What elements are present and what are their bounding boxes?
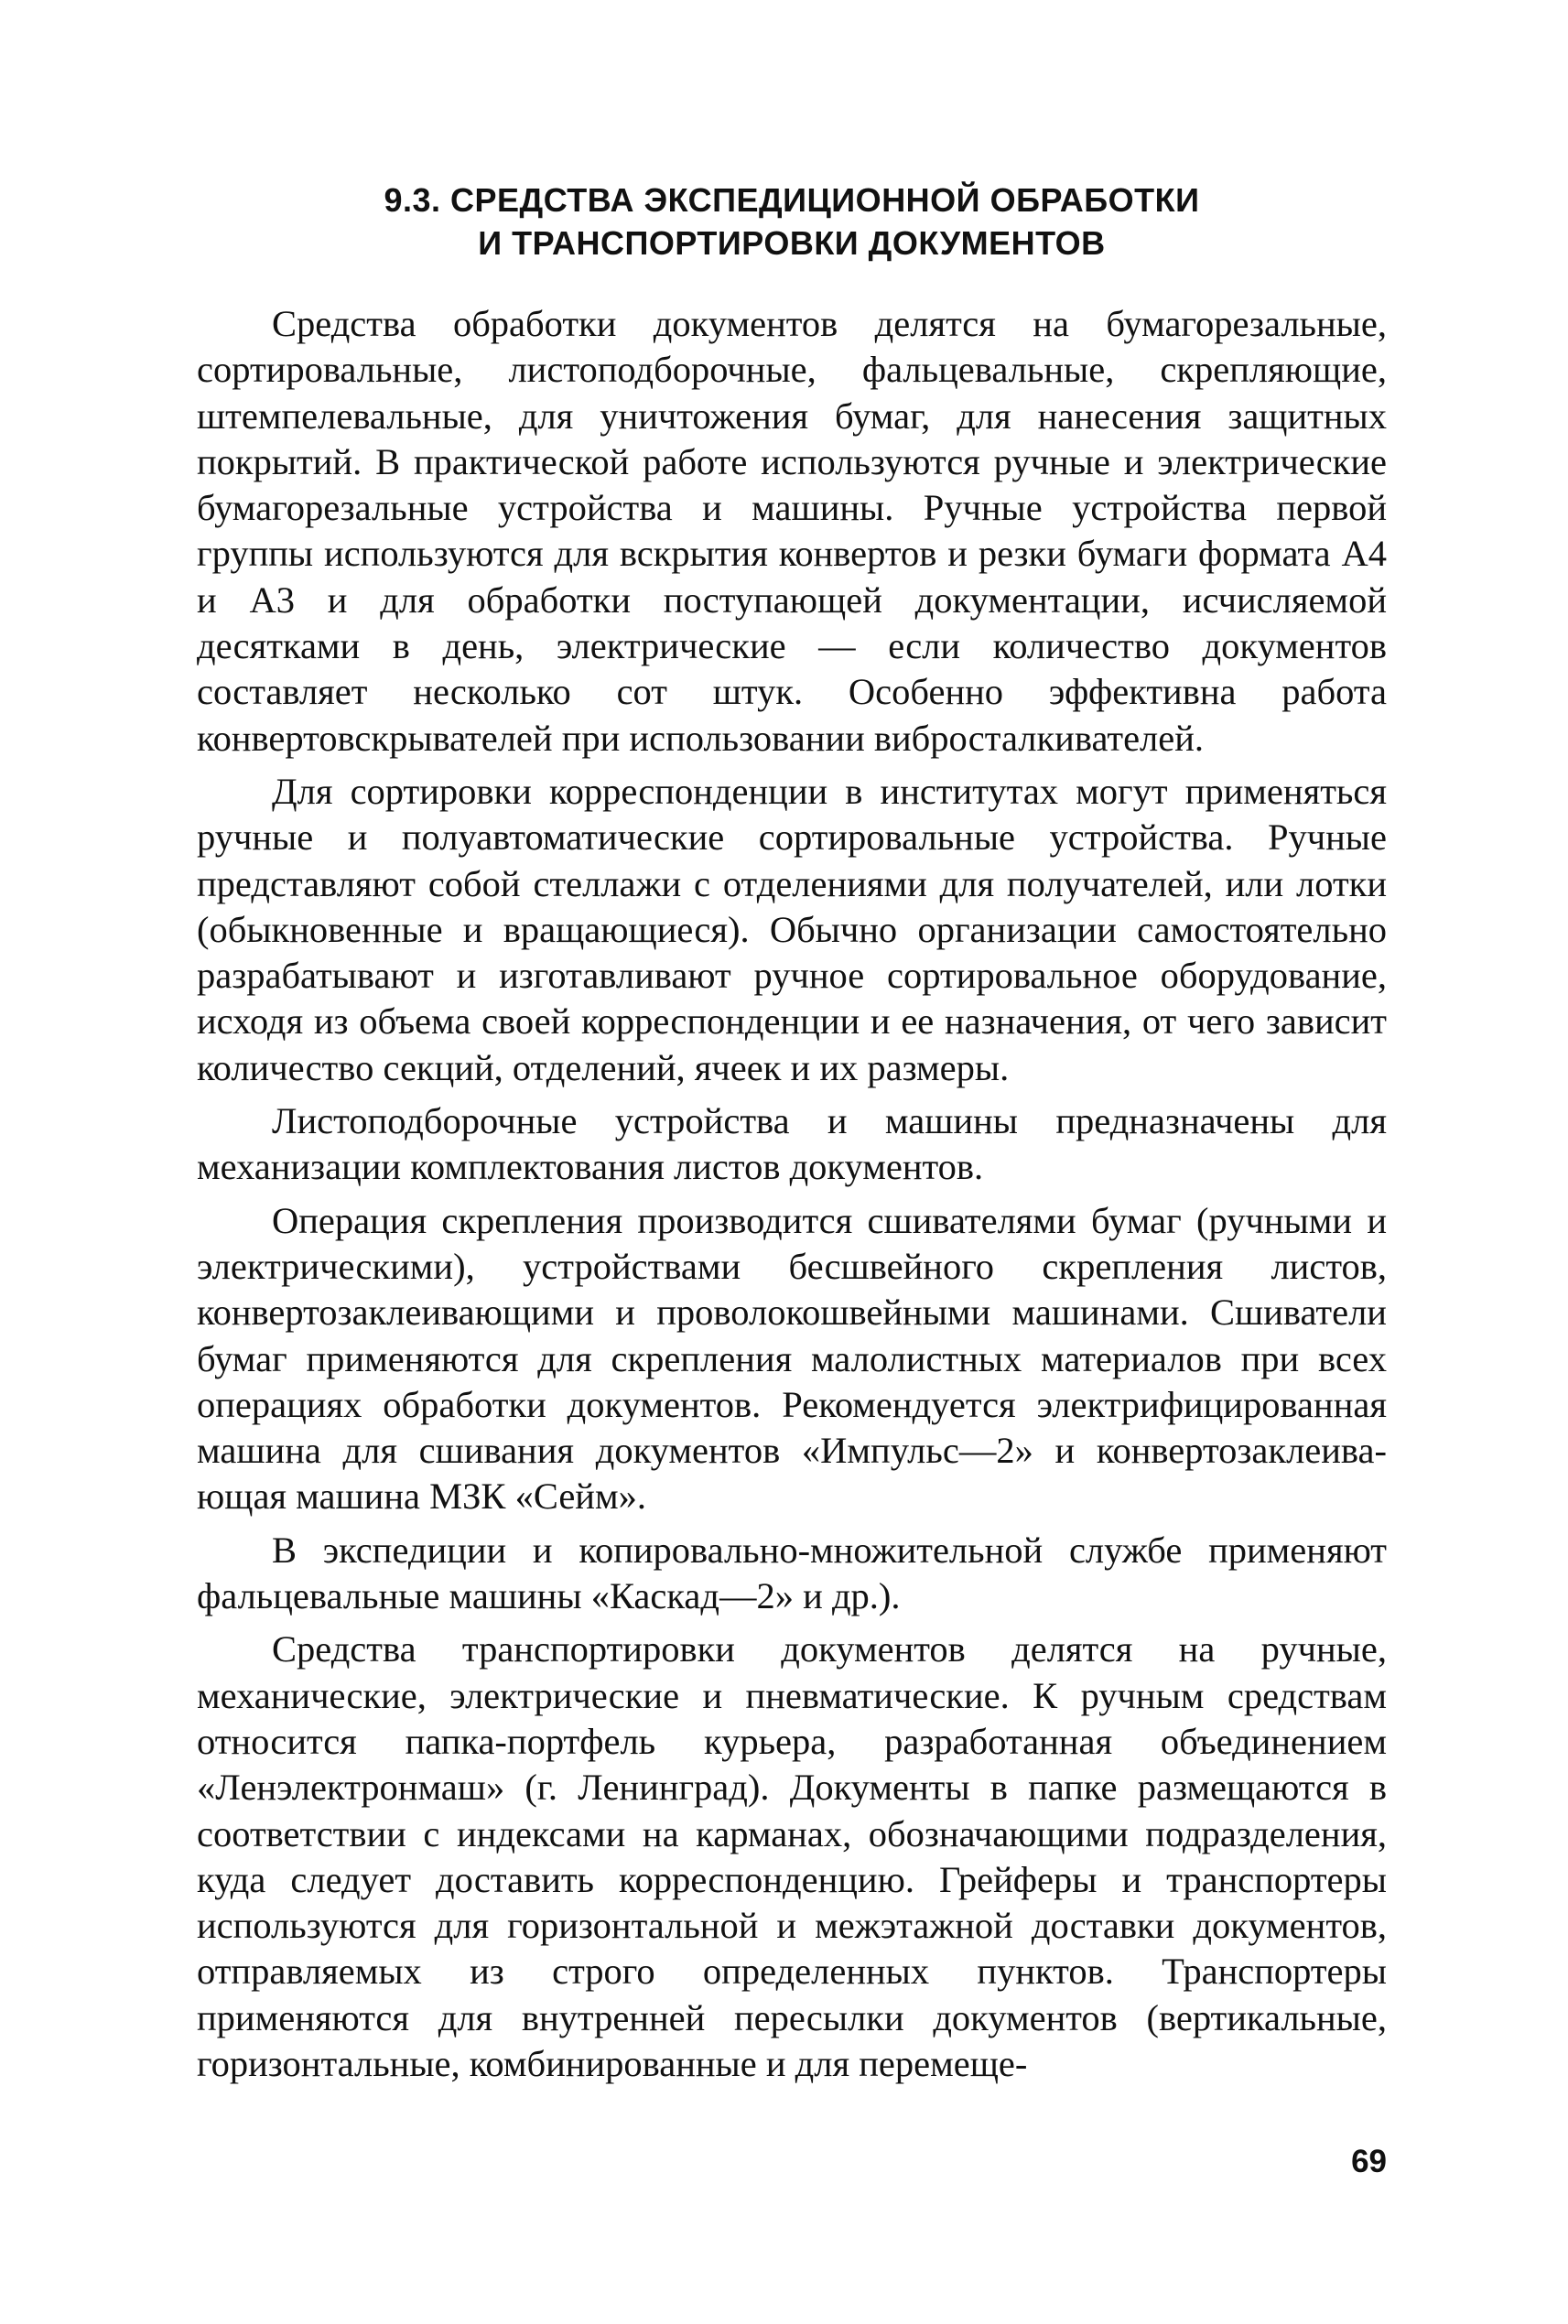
section-heading-line-1: 9.3. СРЕДСТВА ЭКСПЕДИЦИОННОЙ ОБРАБОТКИ	[384, 181, 1200, 219]
section-heading-line-2: И ТРАНСПОРТИРОВКИ ДОКУМЕНТОВ	[478, 224, 1106, 262]
paragraph-sorting: Для сортировки корреспонденции в институтах могут применяться ручные и полуавтоматические сортировальные устройства. Ручные представляют собой стеллажи с отделениями для получателей, или лотки (обыкновенные и вращающиеся). Обычно организации самостоятельно разрабатывают и изготавливают ручное сортировальное оборудование, исходя из объема своей корреспонденции и ее назначения, от чего зависит количество секций, отделений, ячеек и их размеры.	[197, 770, 1387, 1088]
section-heading	[197, 178, 1387, 265]
paragraph-processing-tools: Средства обработки документов делятся на бумагорезальные, сортировальные, листоподборочные, фальцевальные, скрепляющие, штемпелевальные, для уничтожения бумаг, для нанесения защитных покрытий. В практической работе используются ручные и электрические бумагорезальные устройства и машины. Ручные устройства первой группы используются для вскрытия конвертов и резки бумаги формата А4 и А3 и для обработки поступающей документации, исчисляемой десятками в день, электрические — если количество документов составляет несколько сот штук. Особенно эффективна работа конвертовскрывателей при использовании вибросталкивателей.	[197, 303, 1387, 759]
page-number: 69	[1351, 2144, 1387, 2179]
paragraph-folding: В экспедиции и копировально-множительной службе применяют фальцевальные машины «Каскад—2» и др.).	[197, 1529, 1387, 1617]
document-page	[197, 178, 1387, 2094]
paragraph-binding: Операция скрепления производится сшивателями бумаг (ручными и электрическими), устройствами бесшвейного скрепления листов, конвертозаклеивающими и проволокошвейными машинами. Сшиватели бумаг применяются для скрепления малолистных материалов при всех операциях обработки документов. Рекомендуется электрифицированная машина для сшивания документов «Импульс—2» и конвертозаклеивающая машина МЗК «Сейм».	[197, 1199, 1387, 1518]
paragraph-collating: Листоподборочные устройства и машины предназначены для механизации комплектования листов документов.	[197, 1100, 1387, 1188]
paragraph-transport: Средства транспортировки документов делятся на ручные, механические, электрические и пневматические. К ручным средствам относится папка-портфель курьера, разработанная объединением «Ленэлектронмаш» (г. Ленинград). Документы в папке размещаются в соответствии с индексами на карманах, обозначающими подразделения, куда следует доставить корреспонденцию. Грейферы и транспортеры используются для горизонтальной и межэтажной доставки документов, отправляемых из строго определенных пунктов. Транспортеры применяются для внутренней пересылки документов (вертикальные, горизонтальные, комбинированные и для перемеще-	[197, 1628, 1387, 2084]
